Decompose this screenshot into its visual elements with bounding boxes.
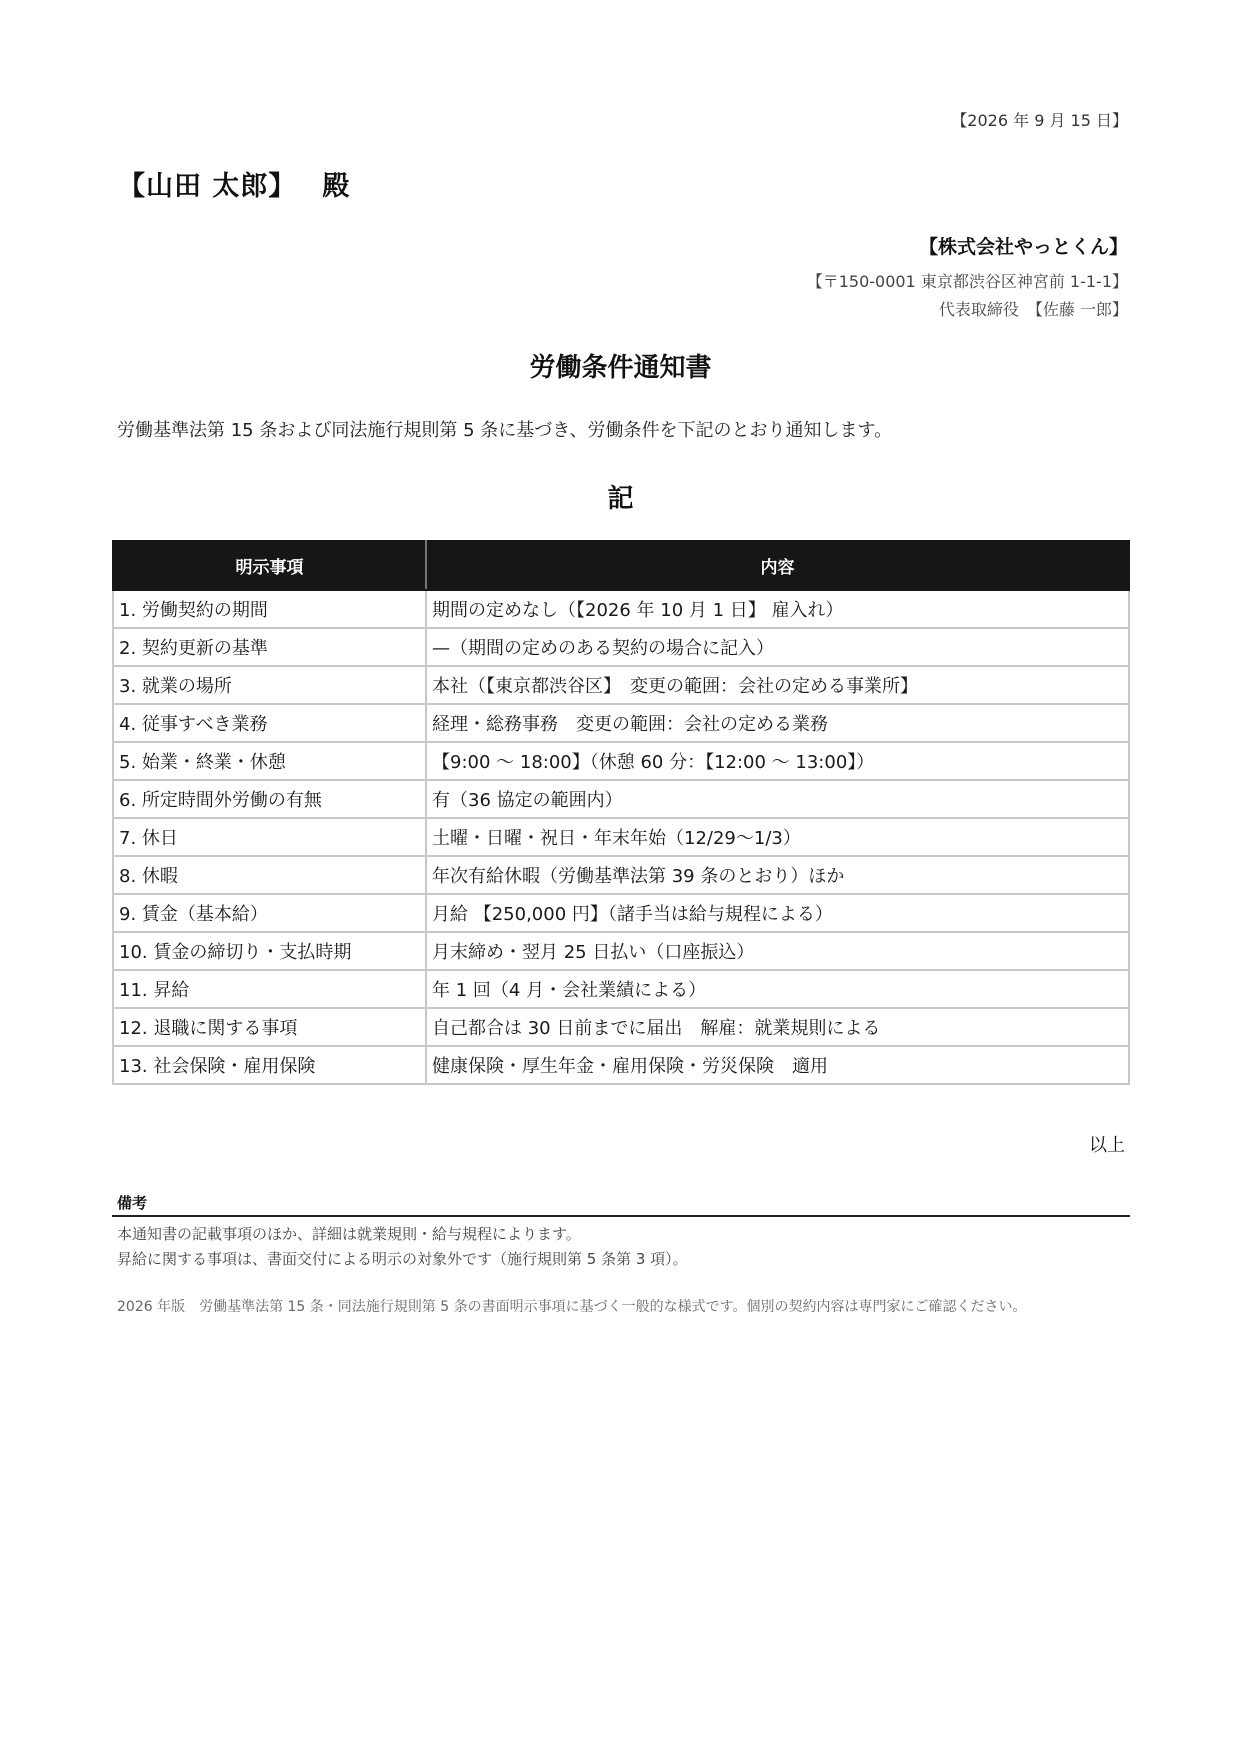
item-cell: 6. 所定時間外労働の有無 (113, 780, 426, 818)
content-cell: 【9:00 〜 18:00】（休憩 60 分：【12:00 〜 13:00】） (426, 742, 1129, 780)
content-cell: 年次有給休暇（労働基準法第 39 条のとおり）ほか (426, 856, 1129, 894)
closing-mark: 以上 (1089, 1135, 1125, 1156)
table-row (113, 628, 1129, 666)
footer-disclaimer: 2026 年版 労働基準法第 15 条・同法施行規則第 5 条の書面明示事項に基づく一般的な様式です。個別の契約内容は専門家にご確認ください。 (117, 1299, 1027, 1315)
table-row (113, 704, 1129, 742)
ki-heading: 記 (607, 484, 634, 514)
column-header: 明示事項 (113, 541, 426, 590)
sender-block (807, 232, 1128, 325)
table-row (113, 666, 1129, 704)
document-title: 労働条件通知書 (529, 353, 712, 383)
content-cell: 自己都合は 30 日前までに届出 解雇：就業規則による (426, 1008, 1129, 1046)
table-row (113, 1046, 1129, 1084)
table-row (113, 856, 1129, 894)
content-cell: 経理・総務事務 変更の範囲：会社の定める業務 (426, 704, 1129, 742)
content-cell: 有（36 協定の範囲内） (426, 780, 1129, 818)
item-cell: 1. 労働契約の期間 (113, 590, 426, 628)
item-cell: 13. 社会保険・雇用保険 (113, 1046, 426, 1084)
item-cell: 2. 契約更新の基準 (113, 628, 426, 666)
table-header-row (113, 541, 1129, 590)
table-row (113, 590, 1129, 628)
column-header: 内容 (426, 541, 1129, 590)
sender-representative: 代表取締役 【佐藤 一郎】 (938, 300, 1128, 319)
recipient-name: 【山田 太郎】 (118, 171, 297, 202)
content-cell: 土曜・日曜・祝日・年末年始（12/29〜1/3） (426, 818, 1129, 856)
item-cell: 12. 退職に関する事項 (113, 1008, 426, 1046)
sender-company: 【株式会社やっとくん】 (918, 236, 1128, 258)
table-row (113, 780, 1129, 818)
table-row (113, 1008, 1129, 1046)
item-cell: 8. 休暇 (113, 856, 426, 894)
item-cell: 5. 始業・終業・休憩 (113, 742, 426, 780)
issue-date: 【2026 年 9 月 15 日】 (951, 111, 1128, 130)
table-row (113, 894, 1129, 932)
item-cell: 7. 休日 (113, 818, 426, 856)
item-cell: 3. 就業の場所 (113, 666, 426, 704)
note-line: 本通知書の記載事項のほか、詳細は就業規則・給与規程によります。 (117, 1225, 581, 1243)
recipient-honorific: 殿 (322, 171, 351, 202)
table-row (113, 970, 1129, 1008)
notes-divider (112, 1215, 1130, 1217)
table-row (113, 742, 1129, 780)
item-cell: 11. 昇給 (113, 970, 426, 1008)
table-row (113, 932, 1129, 970)
intro-text: 労働基準法第 15 条および同法施行規則第 5 条に基づき、労働条件を下記のとおり通知します。 (117, 420, 893, 441)
content-cell: 月給 【250,000 円】（諸手当は給与規程による） (426, 894, 1129, 932)
terms-table (112, 540, 1130, 1085)
content-cell: 月末締め・翌月 25 日払い（口座振込） (426, 932, 1129, 970)
content-cell: 本社（【東京都渋谷区】 変更の範囲：会社の定める事業所】 (426, 666, 1129, 704)
notes-heading: 備考 (117, 1194, 148, 1212)
item-cell: 9. 賃金（基本給） (113, 894, 426, 932)
note-line: 昇給に関する事項は、書面交付による明示の対象外です（施行規則第 5 条第 3 項）。 (117, 1250, 688, 1268)
item-cell: 4. 従事すべき業務 (113, 704, 426, 742)
content-cell: 健康保険・厚生年金・雇用保険・労災保険 適用 (426, 1046, 1129, 1084)
sender-address: 【〒150-0001 東京都渋谷区神宮前 1-1-1】 (806, 272, 1128, 291)
content-cell: 年 1 回（4 月・会社業績による） (426, 970, 1129, 1008)
recipient (118, 164, 350, 203)
content-cell: —（期間の定めのある契約の場合に記入） (426, 628, 1129, 666)
notes-block (117, 1222, 688, 1272)
table-row (113, 818, 1129, 856)
content-cell: 期間の定めなし（【2026 年 10 月 1 日】 雇入れ） (426, 590, 1129, 628)
item-cell: 10. 賃金の締切り・支払時期 (113, 932, 426, 970)
